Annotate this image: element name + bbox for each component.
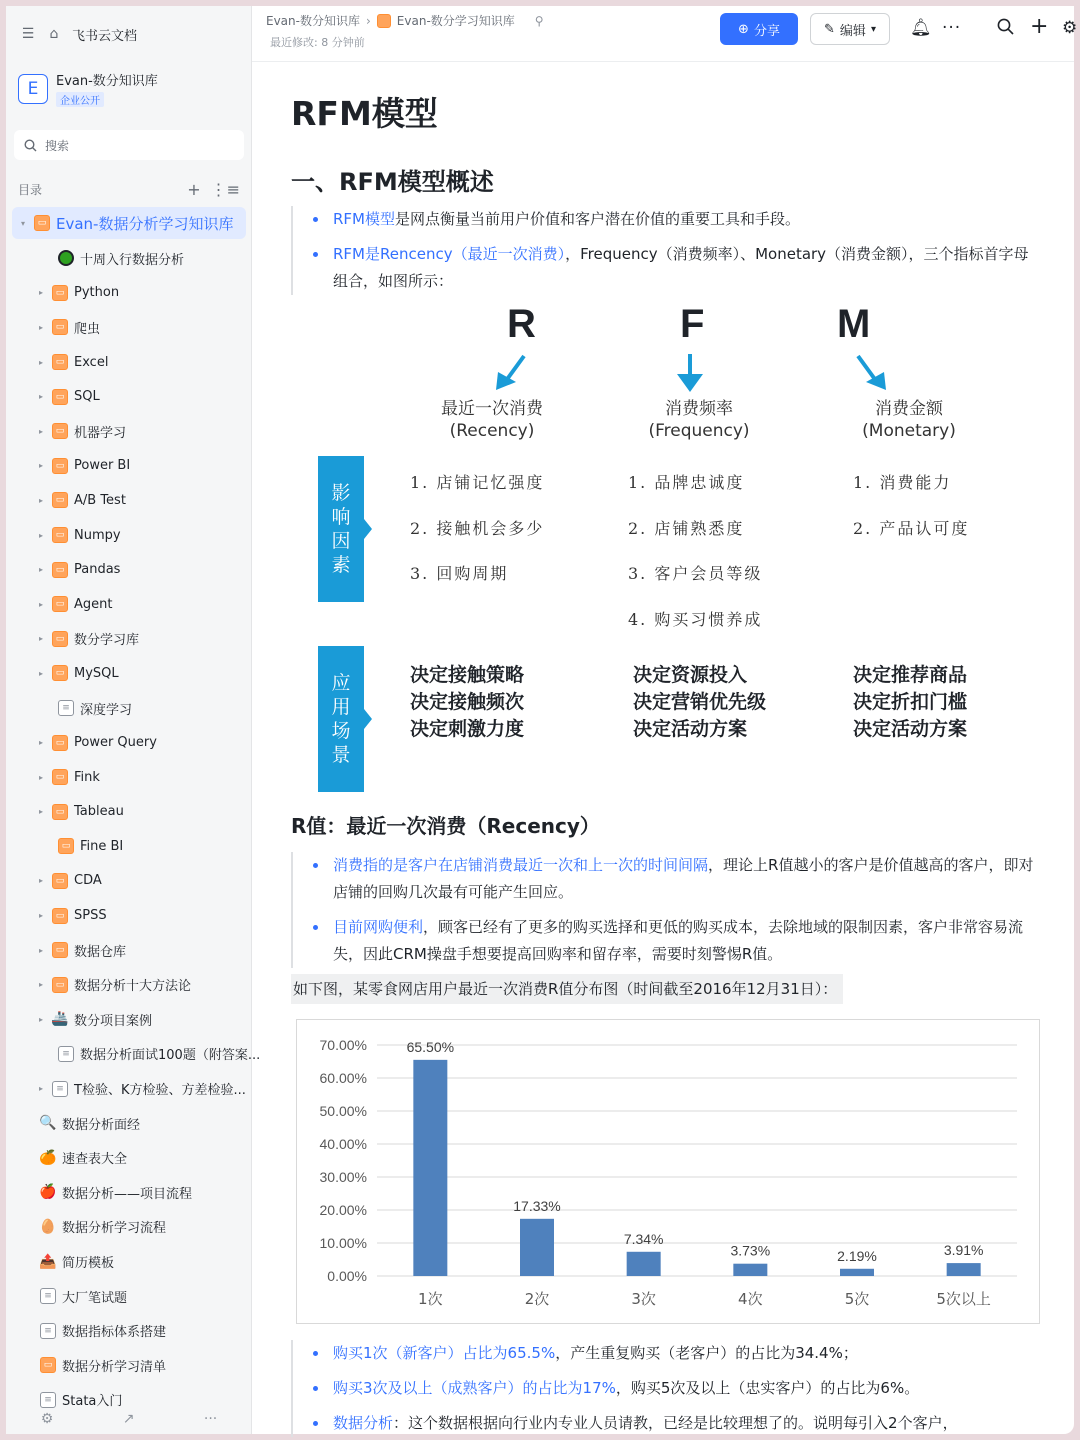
sidebar-item[interactable] [6, 795, 252, 830]
expand-arrow-icon[interactable]: ▸ [38, 357, 43, 367]
emoji-icon: 🍊 [39, 1149, 57, 1166]
folder-icon: ▭ [52, 631, 68, 647]
list-item [293, 206, 1031, 233]
sidebar-item[interactable] [6, 1348, 252, 1383]
scene-item: 决定刺激力度 [410, 718, 525, 740]
bell-icon[interactable]: 🔔︎ [910, 18, 932, 38]
x-tick-label: 1次 [418, 1290, 443, 1308]
expand-arrow-icon[interactable]: ▸ [38, 530, 43, 540]
space-logo: E [18, 74, 48, 104]
y-tick-label: 30.00% [319, 1169, 367, 1185]
app-name[interactable]: 飞书云文档 [72, 28, 138, 44]
settings-icon[interactable]: ⚙ [40, 1411, 54, 1427]
sidebar-item[interactable] [6, 1037, 261, 1072]
factor-item: 2. 产品认可度 [853, 518, 970, 538]
scene-item: 决定活动方案 [633, 718, 748, 740]
sidebar-item[interactable] [6, 379, 252, 414]
sidebar-item[interactable] [6, 310, 252, 345]
folder-icon: ▭ [52, 562, 68, 578]
search-icon[interactable] [997, 18, 1014, 40]
folder-icon: ▭ [52, 977, 68, 993]
scene-item: 决定折扣门槛 [853, 691, 968, 713]
expand-arrow-icon[interactable]: ▸ [38, 945, 43, 955]
expand-arrow-icon[interactable]: ▸ [38, 495, 43, 505]
sidebar-item-label: 数据分析——项目流程 [62, 1186, 193, 1202]
globe-icon [58, 250, 74, 266]
sidebar-item[interactable] [6, 864, 252, 899]
rfm-column-header [412, 398, 572, 442]
sidebar-item[interactable] [12, 207, 246, 239]
app-window [6, 6, 1078, 1434]
sidebar-item[interactable] [6, 518, 252, 553]
share-label: 分享 [753, 23, 780, 39]
scene-item: 决定营销优先级 [633, 691, 767, 713]
edit-label: 编辑 [839, 23, 866, 39]
emoji-icon: 📤 [39, 1253, 57, 1270]
topbar [252, 6, 1078, 62]
expand-arrow-icon[interactable]: ▸ [38, 980, 43, 990]
sidebar-item-label: CDA [74, 873, 102, 889]
sidebar-item[interactable] [6, 587, 252, 622]
add-icon[interactable]: + [1030, 14, 1049, 39]
folder-icon: ▭ [52, 354, 68, 370]
column-name: 消费频率 [665, 399, 733, 419]
rfm-column-header [829, 398, 989, 442]
sidebar-item-label: 十周入行数据分析 [80, 252, 185, 268]
sidebar-item[interactable] [6, 967, 252, 1002]
sidebar-item[interactable] [6, 241, 252, 276]
highlight-text: 购买1次（新客户）占比为65.5% [333, 1344, 556, 1362]
folder-icon: ▭ [40, 1357, 56, 1373]
expand-arrow-icon[interactable]: ▸ [38, 911, 43, 921]
column-name-en: (Frequency) [648, 421, 750, 441]
bullet-text: ，Frequency（消费频率）、Monetary（消费金额），三个指标首字母组合，如图所示： [333, 245, 1029, 290]
sidebar-item-label: Excel [74, 354, 109, 370]
sidebar-item-label: Power BI [74, 458, 131, 474]
bar [733, 1264, 767, 1276]
row-label-scenes [318, 646, 364, 792]
rfm-diagram [312, 302, 1052, 802]
sidebar-item-label: 速查表大全 [62, 1152, 128, 1168]
sidebar-item-label: SPSS [74, 908, 107, 924]
doc-icon: ≡ [58, 700, 74, 716]
sidebar-header [20, 24, 137, 44]
sidebar-item[interactable] [6, 1210, 252, 1245]
sidebar-item-label: Tableau [74, 804, 124, 820]
sidebar-item-label: Agent [74, 596, 113, 612]
pin-icon[interactable]: ⚲ [534, 13, 544, 28]
sidebar-item-label: 数据分析学习流程 [62, 1221, 167, 1237]
data-label: 2.19% [837, 1247, 877, 1264]
expand-arrow-icon[interactable]: ▸ [38, 738, 43, 748]
sidebar-item-label: 数据仓库 [74, 944, 127, 960]
arrow-down-right-icon [852, 352, 892, 394]
bar [840, 1269, 874, 1276]
row-label-text: 影 响 因 素 [331, 482, 351, 576]
sidebar-item[interactable] [6, 1002, 252, 1037]
x-tick-label: 3次 [631, 1290, 656, 1308]
sidebar-item-label: 数分项目案例 [74, 1013, 153, 1029]
sidebar-item-label: 数分学习库 [74, 633, 140, 649]
highlight-text: RFM是Rencency（最近一次消费） [333, 245, 566, 263]
bullet-text: 是网点衡量当前用户价值和客户潜在价值的重要工具和手段。 [395, 210, 801, 228]
folder-icon: ▭ [52, 735, 68, 751]
scene-item: 决定资源投入 [633, 664, 748, 686]
folder-icon: ▭ [52, 665, 68, 681]
sidebar-item-label: 机器学习 [74, 425, 127, 441]
bullet-text: ，产生重复购买（老客户）的占比为34.4%； [555, 1344, 858, 1362]
chevron-down-icon: ▾ [870, 23, 876, 35]
factor-item: 1. 消费能力 [853, 473, 952, 492]
emoji-icon: 🚢 [51, 1011, 69, 1028]
x-tick-label: 5次以上 [936, 1290, 991, 1308]
bar-chart[interactable] [296, 1019, 1040, 1324]
search-icon [24, 139, 37, 152]
rfm-letter-f: F [680, 302, 705, 346]
add-node-icon[interactable]: + [187, 180, 201, 199]
expand-arrow-icon[interactable]: ▸ [38, 1084, 43, 1094]
sidebar-item[interactable] [6, 414, 252, 449]
x-tick-label: 4次 [738, 1290, 763, 1308]
doc-icon: ≡ [40, 1323, 56, 1339]
edit-button[interactable] [810, 13, 890, 45]
chart-caption: 如下图，某零食网店用户最近一次消费R值分布图（时间截至2016年12月31日）： [291, 974, 843, 1004]
highlight-text: 消费指的是客户在店铺消费最近一次和上一次的时间间隔 [333, 856, 709, 874]
bullet-list [291, 206, 1031, 295]
bullet-text: ，购买5次及以上（忠实客户）的占比为6%。 [615, 1379, 920, 1397]
sidebar-item[interactable] [6, 656, 252, 691]
expand-arrow-icon[interactable]: ▸ [38, 322, 43, 332]
rfm-letter-m: M [837, 302, 871, 346]
sidebar-item-label: Python [74, 285, 120, 301]
sidebar-item-label: T检验、K方检验、方差检验... [74, 1083, 246, 1099]
data-label: 3.91% [943, 1242, 984, 1259]
factor-item: 1. 品牌忠诚度 [628, 473, 745, 492]
toc-label: 目录 [18, 183, 43, 197]
data-label: 65.50% [406, 1038, 455, 1055]
search-input[interactable] [14, 130, 244, 160]
sidebar-item[interactable] [6, 622, 252, 657]
sidebar-item-label: 数据分析面经 [62, 1117, 141, 1133]
sidebar-item-label: 数据分析学习清单 [62, 1359, 167, 1375]
sidebar-item[interactable] [6, 829, 252, 864]
toc-header [18, 180, 240, 199]
x-tick-label: 2次 [524, 1290, 550, 1308]
scene-list-m [853, 662, 967, 743]
expand-arrow-icon[interactable]: ▸ [38, 288, 43, 298]
arrow-down-left-icon [492, 352, 532, 394]
folder-icon: ▭ [52, 769, 68, 785]
data-label: 17.33% [513, 1197, 561, 1214]
sidebar-item-label: 爬虫 [74, 321, 101, 337]
space-badge: 企业公开 [56, 92, 104, 107]
scene-list-r [410, 662, 524, 743]
chevron-right-icon: › [365, 13, 371, 28]
sidebar-item-label: A/B Test [74, 492, 126, 508]
factor-list-r [410, 460, 544, 597]
y-tick-label: 10.00% [319, 1235, 367, 1251]
highlight-text: 购买3次及以上（成熟客户）的占比为17% [333, 1379, 616, 1397]
folder-icon: ▭ [52, 942, 68, 958]
bullet-list [291, 1340, 1036, 1437]
folder-icon: ▭ [34, 215, 50, 231]
search-placeholder: 搜索 [45, 138, 70, 153]
sidebar-footer [6, 1404, 252, 1434]
section-heading: R值：最近一次消费（Recency） [291, 814, 600, 838]
folder-icon: ▭ [52, 908, 68, 924]
sidebar-item-label: Power Query [74, 735, 157, 751]
folder-icon: ▭ [52, 285, 68, 301]
sidebar-item-label: 简历模板 [62, 1256, 115, 1272]
folder-icon: ▭ [52, 804, 68, 820]
y-tick-label: 0.00% [327, 1268, 367, 1284]
breadcrumb-item[interactable]: Evan-数分知识库 [266, 14, 360, 28]
emoji-icon: 🔍 [39, 1115, 57, 1132]
sidebar-item[interactable] [6, 1140, 252, 1175]
space-info[interactable] [18, 70, 158, 108]
sidebar-item-label: 数据分析面试100题（附答案... [80, 1048, 261, 1064]
factor-item: 1. 店铺记忆强度 [410, 473, 545, 492]
column-name-en: (Monetary) [862, 421, 956, 441]
sidebar-item-label: MySQL [74, 665, 119, 681]
doc-tree [6, 207, 261, 1417]
pencil-icon: ✎ [824, 21, 835, 37]
sidebar-item[interactable] [6, 898, 252, 933]
factor-list-f [628, 460, 762, 642]
y-tick-label: 20.00% [319, 1202, 367, 1218]
document-body [252, 62, 1074, 1434]
bullet-list [291, 852, 1036, 968]
expand-arrow-icon[interactable]: ▸ [38, 461, 43, 471]
bar [520, 1219, 554, 1276]
bar [627, 1252, 661, 1276]
column-name: 最近一次消费 [441, 399, 543, 419]
scene-item: 决定推荐商品 [853, 664, 968, 686]
list-item [293, 914, 1036, 968]
sidebar-item-label: Stata入门 [62, 1394, 123, 1410]
doc-icon: ≡ [52, 1081, 68, 1097]
folder-icon: ▭ [52, 389, 68, 405]
sidebar-item[interactable] [6, 725, 252, 760]
rfm-column-header [619, 398, 779, 442]
sidebar-item[interactable] [6, 552, 252, 587]
expand-arrow-icon[interactable]: ▸ [38, 1014, 43, 1024]
home-icon[interactable]: ⌂ [49, 26, 59, 42]
bar [413, 1060, 447, 1276]
share-button[interactable] [720, 13, 798, 45]
data-label: 7.34% [623, 1230, 664, 1247]
y-tick-label: 60.00% [319, 1070, 367, 1086]
expand-arrow-icon[interactable]: ▸ [38, 668, 43, 678]
doc-icon: ≡ [40, 1392, 56, 1408]
sidebar-item-label: Fine BI [80, 838, 124, 854]
folder-icon: ▭ [52, 458, 68, 474]
sidebar-item[interactable] [6, 1175, 252, 1210]
breadcrumb-item[interactable]: Evan-数分学习知识库 [396, 14, 515, 28]
row-label-factors [318, 456, 364, 602]
section-heading: 一、RFM模型概述 [291, 168, 494, 196]
sidebar-item[interactable] [6, 345, 252, 380]
sidebar-item[interactable] [6, 1279, 252, 1314]
expand-arrow-icon[interactable]: ▸ [38, 634, 43, 644]
emoji-icon: 🍎 [39, 1184, 57, 1201]
rfm-letter-r: R [507, 302, 536, 346]
folder-icon [377, 14, 391, 28]
more-icon[interactable]: ··· [942, 18, 962, 38]
highlight-text: 数据分析 [333, 1414, 394, 1432]
folder-icon: ▭ [52, 319, 68, 335]
folder-icon: ▭ [58, 838, 74, 854]
sidebar-item-label: 数据指标体系搭建 [62, 1325, 167, 1341]
sidebar-item[interactable] [6, 1106, 252, 1141]
bullet-text: ：这个数据根据向行业内专业人员请教，已经是比较理想了的。说明每引入2个客户， [393, 1414, 958, 1432]
column-name: 消费金额 [875, 399, 943, 419]
folder-icon: ▭ [52, 596, 68, 612]
last-modified: 最近修改: 8 分钟前 [270, 36, 365, 49]
scene-item: 决定活动方案 [853, 718, 968, 740]
scene-item: 决定接触频次 [410, 691, 525, 713]
sidebar-item-label: 大厂笔试题 [62, 1290, 128, 1306]
sidebar-item-label: Fink [74, 769, 100, 785]
sidebar-item[interactable] [6, 483, 252, 518]
list-item [293, 241, 1031, 295]
expand-arrow-icon[interactable]: ▸ [38, 599, 43, 609]
sidebar-item-label: Pandas [74, 562, 121, 578]
folder-icon: ▭ [52, 492, 68, 508]
sidebar-item-label: 数据分析十大方法论 [74, 979, 192, 995]
sidebar-item[interactable] [6, 691, 252, 726]
highlight-text: RFM模型 [333, 210, 395, 228]
list-item [293, 1410, 1036, 1437]
sidebar [6, 6, 261, 1434]
sidebar-item[interactable] [6, 1244, 252, 1279]
globe-icon: ⊕ [738, 21, 749, 37]
y-tick-label: 40.00% [319, 1136, 367, 1152]
expand-arrow-icon[interactable]: ▸ [38, 565, 43, 575]
bullet-text: ，顾客已经有了更多的购买选择和更低的购买成本，去除地域的限制因素，客户非常容易流失，因此CRM操盘手想要提高回购率和留存率，需要时刻警惕R值。 [333, 918, 1024, 963]
factor-item: 2. 店铺熟悉度 [628, 518, 745, 538]
highlight-text: 目前网购便利 [333, 918, 424, 936]
y-tick-label: 50.00% [319, 1103, 367, 1119]
folder-icon: ▭ [52, 423, 68, 439]
more-icon[interactable]: ··· [203, 1411, 218, 1427]
list-item [293, 852, 1036, 906]
factor-list-m [853, 460, 969, 551]
factor-item: 3. 回购周期 [410, 564, 509, 583]
settings-icon[interactable]: ⚙ [1062, 18, 1078, 38]
sidebar-item[interactable] [6, 933, 252, 968]
data-label: 3.73% [730, 1242, 771, 1259]
scene-item: 决定接触策略 [410, 664, 525, 686]
factor-item: 4. 购买习惯养成 [628, 609, 763, 629]
sidebar-item[interactable] [6, 276, 252, 311]
sidebar-item-label: 深度学习 [80, 702, 133, 718]
x-tick-label: 5次 [844, 1290, 870, 1308]
expand-arrow-icon[interactable]: ▾ [20, 218, 25, 228]
collapse-sidebar-icon[interactable]: ☰ [21, 26, 35, 42]
expand-arrow-icon[interactable]: ▸ [38, 772, 43, 782]
sidebar-item[interactable] [6, 1071, 252, 1106]
y-tick-label: 70.00% [319, 1037, 367, 1053]
doc-icon: ≡ [58, 1046, 74, 1062]
bullet-text: ，理论上R值越小的客户是价值越高的客户，即对店铺的回购几次最有可能产生回应。 [333, 856, 1034, 901]
factor-item: 2. 接触机会多少 [410, 518, 545, 538]
sidebar-item-label: Evan-数据分析学习知识库 [56, 214, 234, 233]
sidebar-item[interactable] [6, 760, 252, 795]
sidebar-item-label: SQL [74, 389, 100, 405]
doc-icon: ≡ [40, 1288, 56, 1304]
share-out-icon[interactable]: ↗ [122, 1411, 135, 1427]
sidebar-item-label: Numpy [74, 527, 121, 543]
expand-arrow-icon[interactable]: ▸ [38, 426, 43, 436]
list-item [293, 1375, 1036, 1402]
column-name-en: (Recency) [449, 421, 535, 441]
outline-icon[interactable]: ⋮≡ [210, 180, 240, 199]
bar [947, 1263, 981, 1276]
breadcrumb [266, 12, 544, 29]
expand-arrow-icon[interactable]: ▸ [38, 807, 43, 817]
folder-icon: ▭ [52, 527, 68, 543]
row-label-text: 应 用 场 景 [331, 672, 351, 766]
expand-arrow-icon[interactable]: ▸ [38, 392, 43, 402]
emoji-icon: 🥚 [39, 1218, 57, 1235]
page-title: RFM模型 [291, 94, 438, 133]
space-name: Evan-数分知识库 [56, 74, 158, 89]
folder-icon: ▭ [52, 873, 68, 889]
chart-canvas [297, 1020, 1041, 1325]
expand-arrow-icon[interactable]: ▸ [38, 876, 43, 886]
arrow-down-icon [674, 352, 706, 394]
sidebar-item[interactable] [6, 1313, 252, 1348]
scene-list-f [633, 662, 766, 743]
sidebar-item[interactable] [6, 449, 252, 484]
list-item [293, 1340, 1036, 1367]
factor-item: 3. 客户会员等级 [628, 564, 763, 583]
